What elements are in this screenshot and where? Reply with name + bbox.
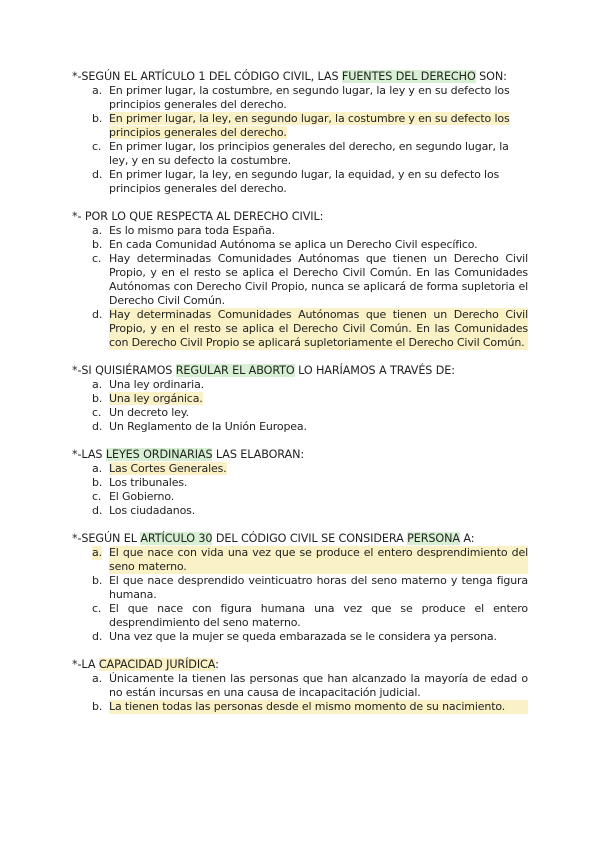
option-a: a. Únicamente la tienen las personas que han alcanzado la mayoría de edad o no están incursas en una causa de incapacitación judicial. — [92, 672, 528, 699]
option-d-answer: d. Hay determinadas Comunidades Autónomas que tienen un Derecho Civil Propio, y en el resto se aplica el Derecho Civil Común. En las Comunidades con Derecho Civil Propio se aplicará supletoriamente el Derecho Civil Común. — [92, 308, 528, 349]
highlight-persona: PERSONA — [407, 532, 460, 545]
question-3 — [72, 364, 528, 434]
option-d: d. Una vez que la mujer se queda embarazada se le considera ya persona. — [92, 630, 497, 643]
option-d: d. Los ciudadanos. — [92, 504, 196, 517]
highlight-regular-el-aborto: REGULAR EL ABORTO — [175, 364, 295, 377]
question-5-stem: *-SEGÚN EL ARTÍCULO 30 DEL CÓDIGO CIVIL SE CONSIDERA PERSONA A: — [72, 532, 475, 545]
question-3-stem: *-SI QUISIÉRAMOS REGULAR EL ABORTO LO HARÍAMOS A TRAVÉS DE: — [72, 364, 455, 377]
highlight-capacidad-juridica: CAPACIDAD JURÍDICA — [98, 658, 216, 671]
option-b-answer: b. Una ley orgánica. — [92, 392, 203, 405]
option-a-answer: a. Las Cortes Generales. — [92, 462, 227, 475]
question-4 — [72, 448, 528, 518]
option-a: a. En primer lugar, la costumbre, en segundo lugar, la ley y en su defecto los principios generales del derecho. — [92, 84, 510, 111]
option-c: c. Un decreto ley. — [92, 406, 189, 419]
highlight-leyes-ordinarias: LEYES ORDINARIAS — [105, 448, 213, 461]
option-d: d. Un Reglamento de la Unión Europea. — [92, 420, 307, 433]
option-a: a. Una ley ordinaria. — [92, 378, 205, 391]
document-page — [72, 70, 528, 728]
option-c: c. El Gobierno. — [92, 490, 175, 503]
question-2-stem: *- POR LO QUE RESPECTA AL DERECHO CIVIL: — [72, 210, 324, 223]
option-c: c. El que nace con figura humana una vez que se produce el entero desprendimiento del seno materno. — [92, 602, 528, 629]
question-6 — [72, 658, 528, 714]
option-b-answer: b. En primer lugar, la ley, en segundo lugar, la costumbre y en su defecto los principios generales del derecho. — [92, 112, 510, 139]
option-b-answer: b. La tienen todas las personas desde el mismo momento de su nacimiento. — [72, 700, 528, 714]
option-a: a. Es lo mismo para toda España. — [92, 224, 275, 237]
highlight-fuentes-del-derecho: FUENTES DEL DERECHO — [341, 70, 476, 83]
question-2 — [72, 210, 528, 350]
question-5 — [72, 532, 528, 644]
question-6-options — [72, 672, 528, 714]
question-4-options — [72, 462, 528, 518]
option-b: b. En cada Comunidad Autónoma se aplica un Derecho Civil específico. — [92, 238, 478, 251]
question-2-options — [72, 224, 528, 350]
question-5-options — [72, 546, 528, 644]
question-4-stem: *-LAS LEYES ORDINARIAS LAS ELABORAN: — [72, 448, 305, 461]
option-c: c. Hay determinadas Comunidades Autónomas que tienen un Derecho Civil Propio, y en el resto se aplica el Derecho Civil Común. En las Comunidades Autónomas con Derecho Civil Propio, nunca se aplicará de forma supletoria el Derecho Civil Común. — [92, 252, 528, 307]
question-6-stem: *-LA CAPACIDAD JURÍDICA: — [72, 658, 219, 671]
option-b: b. El que nace desprendido veinticuatro horas del seno materno y tenga figura humana. — [92, 574, 528, 601]
question-3-options — [72, 378, 528, 434]
highlight-articulo-30: ARTÍCULO 30 — [140, 532, 213, 545]
option-c: c. En primer lugar, los principios generales del derecho, en segundo lugar, la ley, y en su defecto la costumbre. — [92, 140, 509, 167]
question-1 — [72, 70, 528, 196]
question-1-options — [72, 84, 528, 196]
option-a-answer: a. El que nace con vida una vez que se produce el entero desprendimiento del seno materno. — [92, 546, 528, 573]
option-d: d. En primer lugar, la ley, en segundo lugar, la equidad, y en su defecto los principios generales del derecho. — [92, 168, 500, 195]
option-b: b. Los tribunales. — [92, 476, 188, 489]
question-1-stem: *-SEGÚN EL ARTÍCULO 1 DEL CÓDIGO CIVIL, LAS FUENTES DEL DERECHO SON: — [72, 70, 507, 83]
